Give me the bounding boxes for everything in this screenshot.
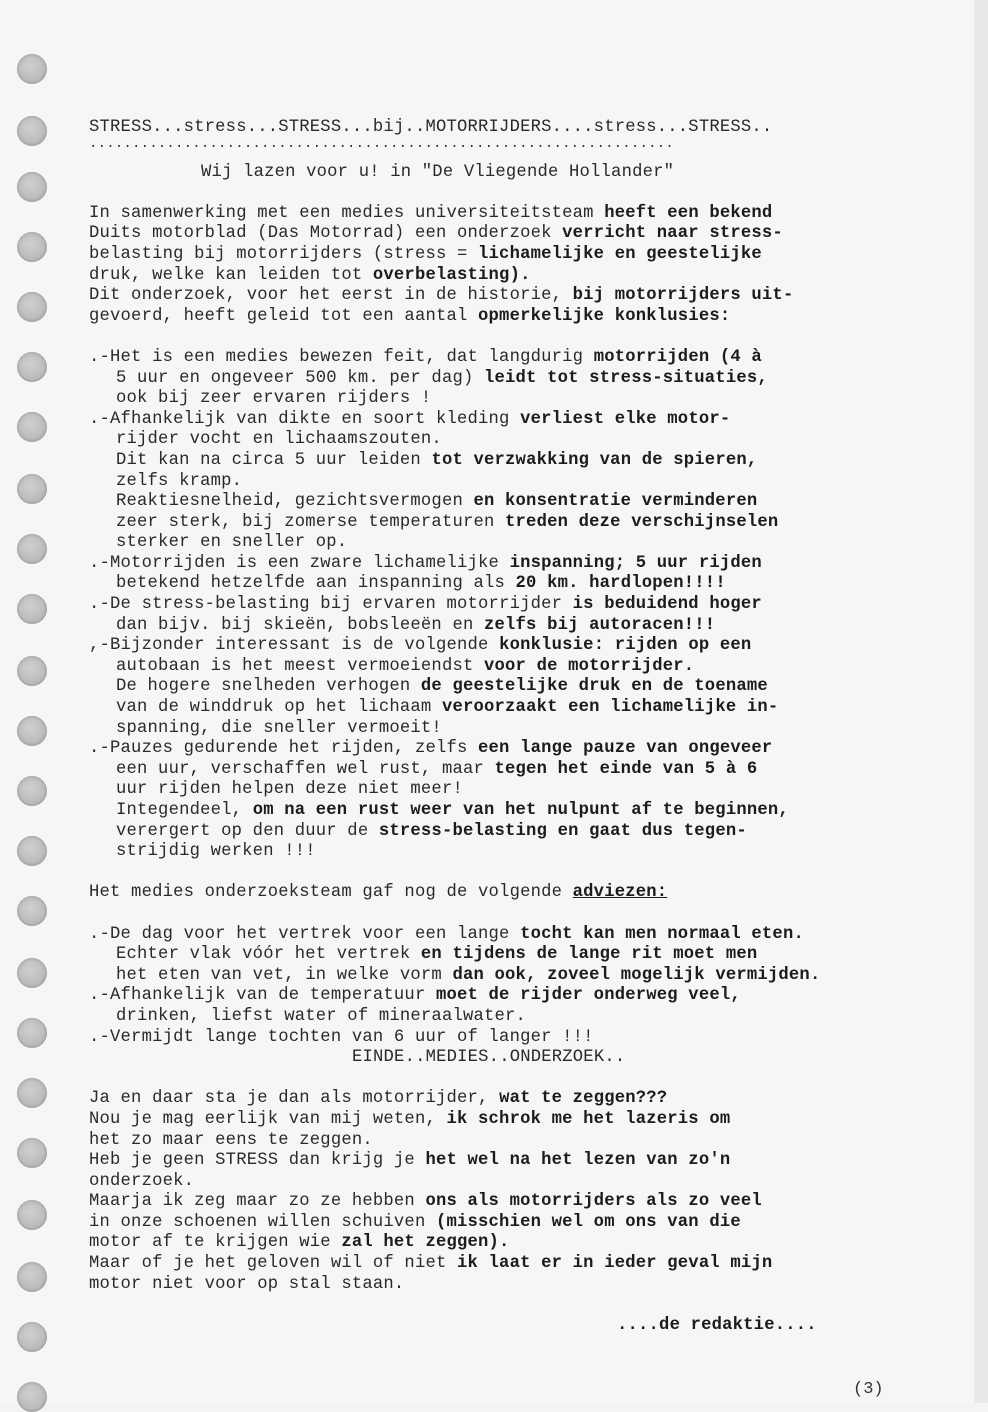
- finding-text: tegen het einde van 5 à 6: [494, 759, 758, 779]
- finding-text: .-Het is een medies bewezen feit, dat langdurig: [89, 347, 594, 367]
- finding-text: verergert op den duur de: [116, 821, 379, 841]
- finding-text: verliest elke motor-: [520, 409, 731, 429]
- punch-hole: [17, 1078, 47, 1108]
- finding-text: rijder vocht en lichaamszouten.: [116, 430, 442, 450]
- finding-text: veroorzaakt een lichamelijke in-: [441, 698, 779, 718]
- punch-hole: [17, 1262, 47, 1292]
- finding-text: en konsentratie verminderen: [473, 492, 758, 512]
- closing-text: Maar of je het geloven wil of niet: [89, 1254, 457, 1274]
- finding-text: .-Afhankelijk van dikte en soort kleding: [89, 409, 521, 429]
- intro-text: In samenwerking met een medies universiteitsteam: [89, 203, 605, 223]
- punch-hole: [17, 474, 47, 504]
- finding-text: sterker en sneller op.: [116, 533, 348, 553]
- finding-text: dan bijv. bij skieën, bobsleeën en: [116, 615, 484, 635]
- punch-hole: [17, 1200, 47, 1230]
- punch-hole: [17, 292, 47, 322]
- closing-text: motor af te krijgen wie: [89, 1233, 342, 1253]
- finding-text: zelfs kramp.: [116, 471, 243, 491]
- finding-text: om na een rust weer van het nulpunt af te beginnen,: [252, 801, 789, 820]
- punch-hole: [17, 656, 47, 686]
- advice-text: .-Vermijdt lange tochten van 6 uur of langer !!!: [89, 1027, 594, 1047]
- finding-text: leidt tot stress-situaties,: [484, 368, 768, 388]
- finding-text: .-De stress-belasting bij ervaren motorrijder: [89, 595, 573, 615]
- closing-text: het wel na het lezen van zo'n: [425, 1151, 731, 1171]
- closing-text: wat te zeggen???: [499, 1089, 668, 1109]
- finding-text: stress-belasting en gaat dus tegen-: [378, 821, 747, 841]
- finding-text: een uur, verschaffen wel rust, maar: [116, 759, 495, 779]
- closing-text: ik schrok me het lazeris om: [446, 1109, 731, 1129]
- intro-text: druk, welke kan leiden tot: [89, 265, 373, 285]
- closing-text: Nou je mag eerlijk van mij weten,: [89, 1109, 447, 1129]
- intro-text: overbelasting).: [372, 265, 531, 285]
- closing-text: zal het zeggen).: [341, 1233, 510, 1253]
- signature: ....de redaktie....: [617, 1315, 817, 1335]
- punch-hole: [17, 896, 47, 926]
- punch-hole: [17, 716, 47, 746]
- punch-hole: [17, 1018, 47, 1048]
- intro-text: Dit onderzoek, voor het eerst in de historie,: [89, 286, 573, 306]
- closing-text: Maarja ik zeg maar zo ze hebben: [89, 1192, 426, 1212]
- advice-intro: Het medies onderzoeksteam gaf nog de volgende: [89, 883, 573, 903]
- finding-text: ,-Bijzonder interessant is de volgende: [89, 636, 500, 656]
- finding-text: uur rijden helpen deze niet meer!: [116, 780, 463, 800]
- finding-text: een lange pauze van ongeveer: [478, 739, 773, 759]
- finding-text: spanning, die sneller vermoeit!: [116, 718, 442, 738]
- finding-text: De hogere snelheden verhogen: [116, 677, 421, 697]
- intro-paragraph: [89, 204, 959, 328]
- finding-text: de geestelijke druk en de toename: [420, 677, 768, 697]
- advice-text: Echter vlak vóór het vertrek: [116, 945, 421, 965]
- punch-hole: [17, 54, 47, 84]
- punch-hole: [17, 1322, 47, 1352]
- intro-text: heeft een bekend: [604, 203, 773, 223]
- punch-hole: [17, 172, 47, 202]
- finding-text: Reaktiesnelheid, gezichtsvermogen: [116, 492, 474, 512]
- intro-text: bij motorrijders uit-: [572, 286, 794, 306]
- finding-text: 5 uur en ongeveer 500 km. per dag): [116, 368, 484, 388]
- finding-text: inspanning; 5 uur rijden: [509, 553, 762, 573]
- finding-text: zeer sterk, bij zomerse temperaturen: [116, 512, 506, 532]
- intro-text: gevoerd, heeft geleid tot een aantal: [89, 306, 479, 326]
- finding-text: betekend hetzelfde aan inspanning als: [116, 574, 516, 594]
- finding-text: is beduidend hoger: [572, 595, 762, 615]
- intro-text: opmerkelijke konklusies:: [478, 306, 731, 326]
- finding-text: zelfs bij autoracen!!!: [484, 615, 716, 635]
- finding-text: .-Motorrijden is een zware lichamelijke: [89, 553, 510, 573]
- section-end-marker: EINDE..MEDIES..ONDERZOEK..: [352, 1048, 626, 1068]
- closing-text: motor niet voor op stal staan.: [89, 1274, 405, 1294]
- punch-hole: [17, 776, 47, 806]
- punch-hole: [17, 412, 47, 442]
- closing-text: ons als motorrijders als zo veel: [425, 1192, 762, 1212]
- advice-text: .-De dag voor het vertrek voor een lange: [89, 924, 521, 944]
- finding-text: ook bij zeer ervaren rijders !: [116, 389, 432, 409]
- header-dots: ....................................................................: [89, 138, 674, 151]
- header-subtitle: Wij lazen voor u! in "De Vliegende Hollander": [201, 162, 675, 182]
- intro-text: Duits motorblad (Das Motorrad) een onderzoek: [89, 224, 563, 244]
- finding-text: voor de motorrijder.: [484, 656, 695, 676]
- advice-text: moet de rijder onderweg veel,: [435, 986, 741, 1006]
- punch-hole: [17, 116, 47, 146]
- page-number: (3): [853, 1380, 884, 1399]
- intro-text: verricht naar stress-: [562, 224, 783, 244]
- intro-text: belasting bij motorrijders (stress =: [89, 244, 479, 264]
- finding-text: .-Pauzes gedurende het rijden, zelfs: [89, 739, 479, 759]
- punch-hole: [17, 1382, 47, 1412]
- punch-hole: [17, 958, 47, 988]
- closing-text: onderzoek.: [89, 1171, 195, 1191]
- advice-text: .-Afhankelijk van de temperatuur: [89, 986, 436, 1006]
- finding-text: treden deze verschijnselen: [505, 512, 779, 532]
- finding-text: van de winddruk op het lichaam: [116, 698, 442, 718]
- header-title: STRESS...stress...STRESS...bij..MOTORRIJDERS....stress...STRESS..: [89, 118, 773, 137]
- punch-hole: [17, 232, 47, 262]
- advice-text: en tijdens de lange rit moet men: [420, 945, 758, 965]
- finding-text: autobaan is het meest vermoeiendst: [116, 656, 484, 676]
- findings-list: [89, 348, 959, 863]
- advice-text: drinken, liefst water of mineraalwater.: [116, 1006, 527, 1026]
- punch-hole: [17, 836, 47, 866]
- finding-text: motorrijden (4 à: [593, 347, 762, 367]
- closing-paragraph: [89, 1089, 959, 1336]
- article: [89, 118, 959, 1336]
- finding-text: konklusie: rijden op een: [499, 636, 752, 656]
- finding-text: 20 km. hardlopen!!!!: [515, 574, 726, 594]
- advice-text: het eten van vet, in welke vorm: [116, 965, 453, 985]
- closing-text: ik laat er in ieder geval mijn: [457, 1254, 773, 1274]
- finding-text: Integendeel,: [116, 801, 253, 820]
- punch-hole: [17, 1138, 47, 1168]
- closing-text: (misschien wel om ons van die: [435, 1212, 741, 1232]
- closing-text: Heb je geen STRESS dan krijg je: [89, 1151, 426, 1171]
- page-edge: [974, 0, 988, 1403]
- finding-text: Dit kan na circa 5 uur leiden: [116, 450, 432, 470]
- advice-heading: adviezen:: [572, 883, 668, 903]
- punch-hole: [17, 594, 47, 624]
- advice-section: [89, 883, 959, 1068]
- advice-text: tocht kan men normaal eten.: [520, 924, 804, 944]
- closing-text: in onze schoenen willen schuiven: [89, 1212, 436, 1232]
- finding-text: strijdig werken !!!: [116, 842, 316, 862]
- finding-text: tot verzwakking van de spieren,: [431, 450, 758, 470]
- closing-text: het zo maar eens te zeggen.: [89, 1130, 373, 1150]
- punch-hole: [17, 534, 47, 564]
- intro-text: lichamelijke en geestelijke: [478, 244, 762, 264]
- closing-text: Ja en daar sta je dan als motorrijder,: [89, 1089, 500, 1109]
- punch-hole: [17, 352, 47, 382]
- advice-text: dan ook, zoveel mogelijk vermijden.: [452, 965, 821, 985]
